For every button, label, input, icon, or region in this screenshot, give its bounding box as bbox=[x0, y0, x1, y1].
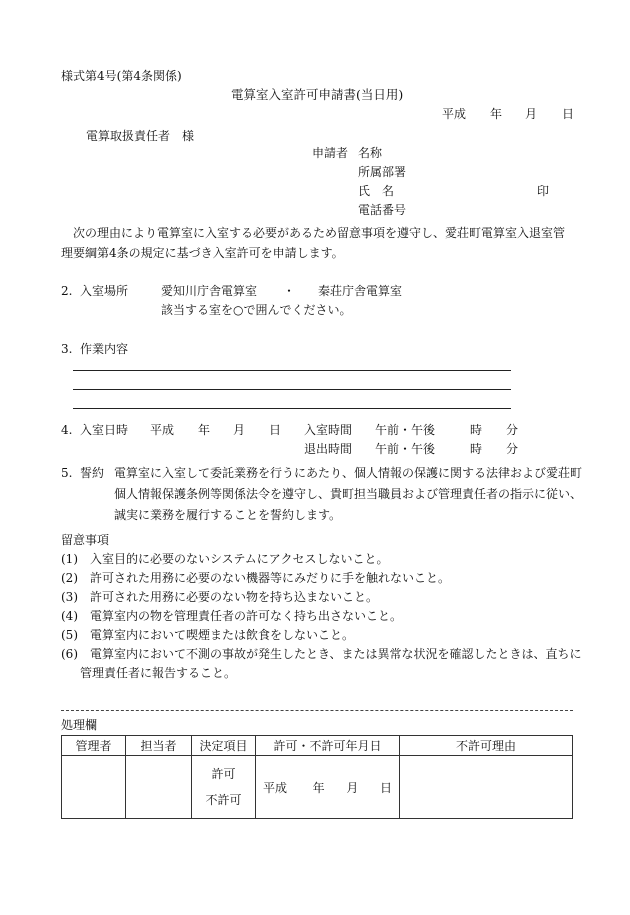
intro-paragraph: 次の理由により電算室に入室する必要があるため留意事項を遵守し、愛荘町電算室入退室管理要綱第4条の規定に基づき入室許可を申請します。 bbox=[61, 226, 566, 260]
applicant-dept-label: 所属部署 bbox=[358, 165, 407, 179]
entry-label: 入室日時 bbox=[80, 423, 129, 437]
header-manager: 管理者 bbox=[62, 736, 126, 756]
header-staff: 担当者 bbox=[126, 736, 192, 756]
note-item: 電算室内において不測の事故が発生したとき、または異常な状況を確認したときは、直ちに bbox=[90, 647, 582, 661]
addressee: 電算取扱責任者 様 bbox=[86, 129, 195, 143]
reason-cell[interactable] bbox=[400, 756, 573, 819]
decision-cell bbox=[192, 756, 256, 819]
dotted-divider bbox=[61, 710, 573, 711]
decision-permit: 許可 bbox=[211, 767, 236, 781]
processing-heading: 処理欄 bbox=[61, 718, 98, 732]
date-cell: 平成 年 月 日 bbox=[256, 756, 400, 819]
work-line-1 bbox=[73, 370, 511, 371]
work-line-2 bbox=[73, 389, 511, 390]
applicant-label: 申請者 bbox=[312, 146, 349, 160]
header-reason: 不許可理由 bbox=[400, 736, 573, 756]
notes-heading: 留意事項 bbox=[61, 533, 110, 547]
place-note: 該当する室を○で囲んでください。 bbox=[161, 303, 352, 317]
note-item: 電算室内の物を管理責任者の許可なく持ち出さないこと。 bbox=[90, 609, 403, 623]
manager-cell[interactable] bbox=[62, 756, 126, 819]
table-row bbox=[62, 756, 573, 819]
processing-table bbox=[61, 735, 573, 819]
note-item: 許可された用務に必要のない機器等にみだりに手を触れないこと。 bbox=[90, 571, 451, 585]
note-item: 入室目的に必要のないシステムにアクセスしないこと。 bbox=[90, 552, 389, 566]
staff-cell[interactable] bbox=[126, 756, 192, 819]
applicant-name-label: 名称 bbox=[358, 146, 383, 160]
header-decision: 決定項目 bbox=[192, 736, 256, 756]
oath-label: 誓約 bbox=[80, 466, 105, 480]
form-number: 様式第4号(第4条関係) bbox=[61, 69, 182, 83]
oath-line-1: 電算室に入室して委託業務を行うにあたり、個人情報の保護に関する法律および愛荘町 bbox=[114, 466, 583, 480]
work-line-3 bbox=[73, 408, 511, 409]
oath-line-3: 誠実に業務を履行することを誓約します。 bbox=[114, 508, 342, 522]
oath-line-2: 個人情報保護条例等関係法令を遵守し、貴町担当職員および管理責任者の指示に従い、 bbox=[114, 487, 583, 501]
decision-deny: 不許可 bbox=[205, 793, 242, 807]
work-label: 作業内容 bbox=[80, 342, 129, 356]
page-title: 電算室入室許可申請書(当日用) bbox=[231, 87, 404, 102]
place-option-1: 愛知川庁舎電算室 bbox=[161, 284, 258, 298]
in-time-label: 入室時間 bbox=[304, 423, 353, 437]
applicant-tel-label: 電話番号 bbox=[358, 203, 407, 217]
table-header-row bbox=[62, 736, 573, 756]
note-item: 電算室内において喫煙または飲食をしないこと。 bbox=[90, 628, 355, 642]
header-date: 許可・不許可年月日 bbox=[256, 736, 400, 756]
note-item: 許可された用務に必要のない物を持ち込まないこと。 bbox=[90, 590, 379, 604]
place-label: 入室場所 bbox=[80, 284, 129, 298]
note-item-continuation: 管理責任者に報告すること。 bbox=[80, 666, 237, 680]
place-option-2: 秦荘庁舎電算室 bbox=[318, 284, 403, 298]
seal-mark: 印 bbox=[537, 184, 550, 198]
out-time-label: 退出時間 bbox=[304, 442, 353, 456]
applicant-person-label: 氏 名 bbox=[358, 184, 395, 198]
